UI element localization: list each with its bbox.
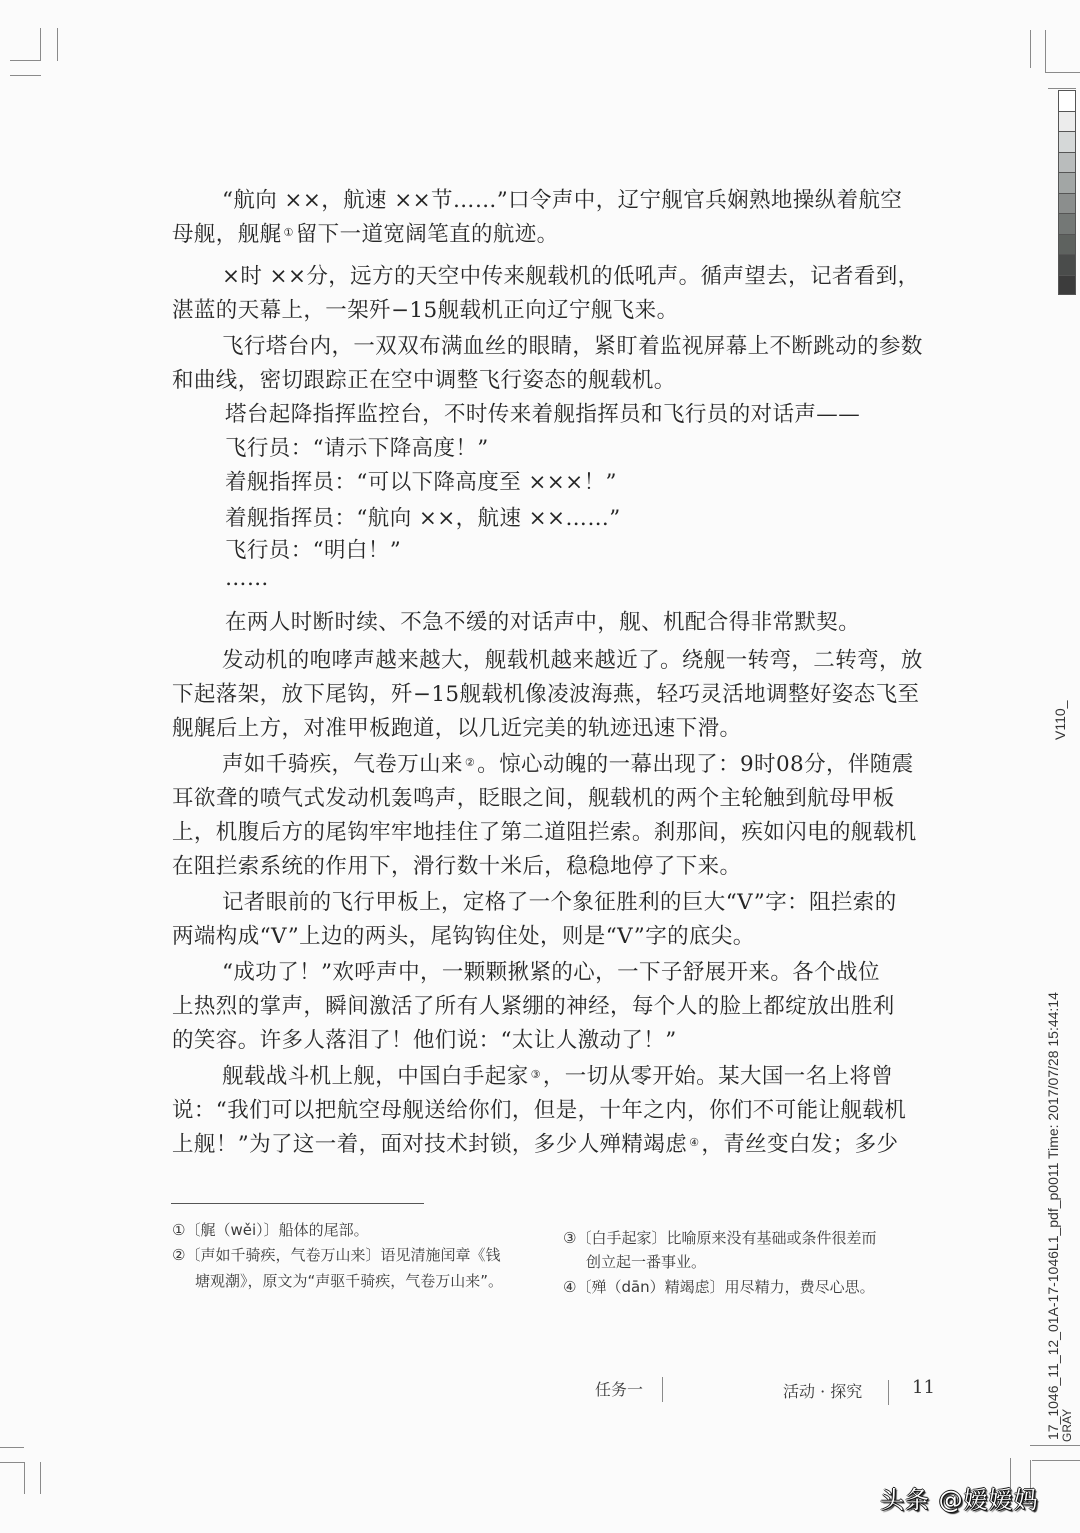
footer-section: 任务一 xyxy=(595,1380,644,1399)
crop-mark xyxy=(1030,30,1031,68)
footnote-ref-3: ③ xyxy=(530,1068,541,1081)
grayscale-calibration-strip xyxy=(1058,90,1076,295)
paragraph-line: 两端构成“V”上边的两头，尾钩钩住处，则是“V”字的底尖。 xyxy=(172,924,755,949)
crop-mark xyxy=(40,28,41,61)
watermark: 头条 @嫒嫒妈 xyxy=(880,1486,1039,1514)
dialogue-line: 着舰指挥员：“航向 ××，航速 ××……” xyxy=(225,506,621,531)
crop-mark xyxy=(57,28,58,61)
footnote-2-cont: 塘观潮》，原文为“声驱千骑疾，气卷万山来”。 xyxy=(195,1272,504,1290)
crop-mark xyxy=(1048,88,1076,89)
footnote-ref-1: ① xyxy=(283,226,294,239)
footer-divider xyxy=(662,1377,663,1402)
paragraph-line: 上舰！”为了这一着，面对技术封锁，多少人殚精竭虑 ④，青丝变白发；多少 xyxy=(172,1132,899,1157)
paragraph-line: 在阻拦索系统的作用下，滑行数十米后，稳稳地停了下来。 xyxy=(172,854,742,879)
crop-mark xyxy=(10,60,41,61)
footnote-divider xyxy=(171,1203,424,1204)
crop-mark xyxy=(24,1462,25,1494)
footnote-4: ④〔殚（dān）精竭虑〕用尽精力，费尽心思。 xyxy=(563,1278,875,1296)
print-job-info: 17_1046_11_12_01A-17-1046L1_pdf_p0011 Time: 2017/07/28 15:44:14 xyxy=(1045,992,1061,1440)
paragraph-line: “成功了！”欢呼声中，一颗颗揪紧的心，一下子舒展开来。各个战位 xyxy=(222,960,880,985)
paragraph-line: 耳欲聋的喷气式发动机轰鸣声，眨眼之间，舰载机的两个主轮触到航母甲板 xyxy=(172,786,895,811)
paragraph-line: 在两人时断时续、不急不缓的对话声中，舰、机配合得非常默契。 xyxy=(225,610,861,635)
paragraph-line: 母舰，舰艉 ①留下一道宽阔笔直的航迹。 xyxy=(172,222,559,247)
paragraph-line: 塔台起降指挥监控台，不时传来着舰指挥员和飞行员的对话声—— xyxy=(225,402,861,427)
paragraph-line: 下起落架，放下尾钩，歼−15舰载机像凌波海燕，轻巧灵活地调整好姿态飞至 xyxy=(172,682,920,707)
paragraph-line: ×时 ××分，远方的天空中传来舰载机的低吼声。循声望去，记者看到， xyxy=(222,264,920,289)
paragraph-line: 声如千骑疾，气卷万山来 ②。惊心动魄的一幕出现了：9时08分，伴随震 xyxy=(222,752,914,777)
crop-mark xyxy=(10,75,41,76)
crop-mark xyxy=(1045,72,1080,73)
print-version-mark: V110_ xyxy=(1052,700,1068,740)
paragraph-line: 发动机的咆哮声越来越大，舰载机越来越近了。绕舰一转弯，二转弯，放 xyxy=(222,648,923,673)
footnote-3-cont: 创立起一番事业。 xyxy=(586,1253,707,1271)
print-color-mode: GRAY xyxy=(1060,1408,1074,1442)
crop-mark xyxy=(0,1462,24,1463)
paragraph-line: 舰艉后上方，对准甲板跑道，以几近完美的轨迹迅速下滑。 xyxy=(172,716,742,741)
crop-mark xyxy=(40,1462,41,1494)
crop-mark xyxy=(1032,1460,1080,1461)
paragraph-line: 上热烈的掌声，瞬间激活了所有人紧绷的神经，每个人的脸上都绽放出胜利 xyxy=(172,994,895,1019)
footnote-ref-4: ④ xyxy=(689,1136,700,1149)
crop-mark xyxy=(1030,1445,1080,1446)
dialogue-line: 着舰指挥员：“可以下降高度至 ×××！” xyxy=(225,470,617,495)
footnote-1: ①〔艉（wěi）〕船体的尾部。 xyxy=(172,1221,369,1239)
ellipsis-line: …… xyxy=(225,566,269,591)
paragraph-line: 记者眼前的飞行甲板上，定格了一个象征胜利的巨大“V”字：阻拦索的 xyxy=(222,890,897,915)
paragraph-line: 湛蓝的天幕上，一架歼−15舰载机正向辽宁舰飞来。 xyxy=(172,298,679,323)
crop-mark xyxy=(0,1447,24,1448)
paragraph-line: 飞行塔台内，一双双布满血丝的眼睛，紧盯着监视屏幕上不断跳动的参数 xyxy=(222,334,923,359)
paragraph-line: 和曲线，密切跟踪正在空中调整飞行姿态的舰载机。 xyxy=(172,368,676,393)
footnote-2: ②〔声如千骑疾，气卷万山来〕语见清施闰章《钱 xyxy=(172,1246,501,1264)
paragraph-line: 上，机腹后方的尾钩牢牢地挂住了第二道阻拦索。刹那间，疾如闪电的舰载机 xyxy=(172,820,917,845)
footer-divider xyxy=(888,1380,889,1405)
crop-mark xyxy=(1045,30,1046,72)
footnote-3: ③〔白手起家〕比喻原来没有基础或条件很差而 xyxy=(563,1229,877,1247)
footer-activity: 活动 · 探究 xyxy=(783,1382,863,1401)
paragraph-line: 的笑容。许多人落泪了！他们说：“太让人激动了！” xyxy=(172,1028,677,1053)
dialogue-line: 飞行员：“请示下降高度！” xyxy=(225,436,489,461)
dialogue-line: 飞行员：“明白！” xyxy=(225,538,402,563)
paragraph-line: 舰载战斗机上舰，中国白手起家 ③，一切从零开始。某大国一名上将曾 xyxy=(222,1064,894,1089)
paragraph-line: “航向 ××，航速 ××节……”口令声中，辽宁舰官兵娴熟地操纵着航空 xyxy=(222,188,903,213)
footnote-ref-2: ② xyxy=(464,756,476,769)
paragraph-line: 说：“我们可以把航空母舰送给你们，但是，十年之内，你们不可能让舰载机 xyxy=(172,1098,907,1123)
page-number: 11 xyxy=(912,1377,935,1398)
